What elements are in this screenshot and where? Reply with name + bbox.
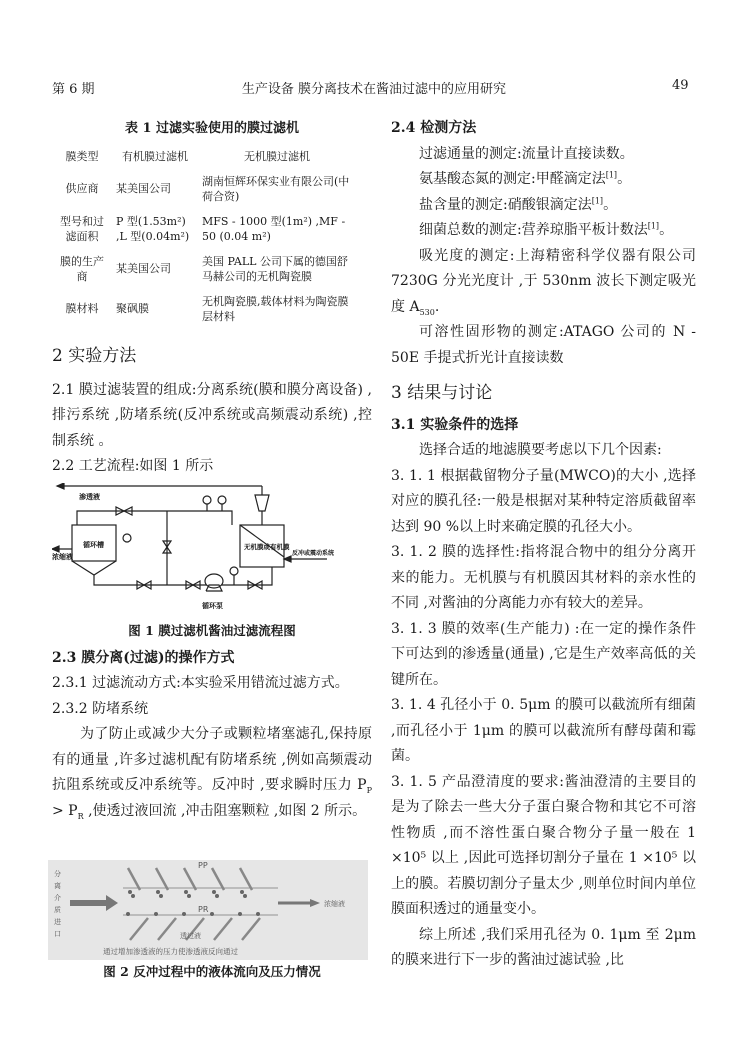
table-cell: 型号和过滤面积 <box>60 214 104 243</box>
heading-2-3-2: 2.3.2 防堵系统 <box>52 700 149 717</box>
inlet-label-char: 口 <box>54 930 61 938</box>
label-tank: 循环槽 <box>83 541 104 549</box>
figure-2-backflush-diagram <box>48 860 368 960</box>
running-title: 生产设备 膜分离技术在酱油过滤中的应用研究 <box>241 82 507 97</box>
table-cell: 膜的生产商 <box>60 254 104 283</box>
table-cell: MFS - 1000 型(1m²) ,MF - 50 (0.04 m²) <box>202 214 346 243</box>
method-absorbance: 吸光度的测定:上海精密科学仪器有限公司 7230G 分光光度计 ,于 530nm 波长下测定吸光度 $A_{530}$. <box>391 247 696 317</box>
inlet-label-char: 离 <box>54 882 61 890</box>
table1-caption: 表 1 过滤实验使用的膜过滤机 <box>124 121 300 136</box>
paragraph-2-2: 2.2 工艺流程:如图 1 所示 <box>52 458 214 474</box>
paragraph-summary: 综上所述 ,我们采用孔径为 0. 1μm 至 2μm 的膜来进行下一步的酱油过滤试验 ,比 <box>391 926 696 968</box>
table-cell: 美国 PALL 公司下属的德国舒马赫公司的无机陶瓷膜 <box>202 254 348 283</box>
method-amino-nitrogen: 氨基酸态氮的测定:甲醛滴定法[1]。 <box>419 170 632 187</box>
table1-block <box>52 116 372 329</box>
text-run: 盐含量的测定:硝酸银滴定法 <box>419 196 592 213</box>
table-row <box>52 249 356 289</box>
method-bacteria: 细菌总数的测定:营养琼脂平板计数法[1]。 <box>419 221 674 238</box>
paragraph-2-1: 2.1 膜过滤装置的组成:分离系统(膜和膜分离设备) ,排污系统 ,防堵系统(反冲系统或高频震动系统) ,控制系统 。 <box>52 381 372 449</box>
paragraph-2-3-1: 2.3.1 过滤流动方式:本实验采用错流过滤方式。 <box>52 675 349 691</box>
table-header-cell: 无机膜过滤机 <box>244 149 310 163</box>
method-soluble-solids: 可溶性固形物的测定:ATAGO 公司的 N - 50E 手提式折光计直接读数 <box>391 324 696 366</box>
subscript: P <box>366 785 372 795</box>
inlet-label-char: 分 <box>54 870 61 878</box>
heading-2-3: 2.3 膜分离(过滤)的操作方式 <box>52 649 235 666</box>
text-run: 细菌总数的测定:营养琼脂平板计数法 <box>419 222 648 238</box>
label-pp: PP <box>198 861 208 870</box>
flowmeter-icon <box>255 495 269 511</box>
citation: [1] <box>647 221 660 231</box>
citation: [1] <box>605 170 618 180</box>
paragraph-3-1-1: 3. 1. 1 根据截留物分子量(MWCO)的大小 ,选择对应的膜孔径:一般是根据对某种特定溶质截留率达到 90 %以上时来确定膜的孔径大小。 <box>391 467 696 535</box>
paragraph-3-1-3: 3. 1. 3 膜的效率(生产能力) :在一定的操作条件下可达到的渗透量(通量) ,它是生产效率高低的关键所在。 <box>391 620 696 688</box>
inlet-label-char: 进 <box>54 918 61 926</box>
pump-icon <box>205 574 223 588</box>
figure-2-caption: 图 2 反冲过程中的液体流向及压力情况 <box>103 964 321 979</box>
table-row <box>52 169 356 209</box>
table-header-row <box>52 144 356 169</box>
text-run: 吸光度的测定:上海精密科学仪器有限公司 7230G 分光光度计 ,于 530nm 波长下测定吸光度 A <box>391 247 696 315</box>
citation: [1] <box>591 195 604 205</box>
label-permeate: 透过液 <box>180 932 201 940</box>
table-row <box>52 209 356 249</box>
inlet-label-char: 质 <box>54 906 61 914</box>
gauge-icon <box>203 496 211 504</box>
label-membrane: 无机膜或有机膜 <box>244 543 290 551</box>
method-flux: 过滤通量的测定:流量计直接读数。 <box>419 145 634 162</box>
table-cell: 湖南恒辉环保实业有限公司(中荷合资) <box>202 174 350 203</box>
label-concentrate: 浓缩液 <box>324 900 345 908</box>
paragraph-3-1-4: 3. 1. 4 孔径小于 0. 5μm 的膜可以截流所有细菌 ,而孔径小于 1μm 的膜可以截流所有酵母菌和霉菌。 <box>391 697 696 764</box>
table-cell: 某美国公司 <box>116 262 171 275</box>
subscript: 530 <box>419 307 435 317</box>
gauge-icon <box>123 534 131 542</box>
paragraph-3-1-2: 3. 1. 2 膜的选择性:指将混合物中的组分分离开来的能力。无机膜与有机膜因其材料的亲水性的不同 ,对酱油的分离能力亦有较大的差异。 <box>391 544 696 611</box>
text-run: ,使透过液回流 ,冲击阻塞颗粒 ,如图 2 所示。 <box>83 802 367 819</box>
paragraph-3-1-5: 3. 1. 5 产品澄清度的要求:酱油澄清的主要目的是为了除去一些大分子蛋白聚合物和其它不可溶性物质 ,而不溶性蛋白聚合物分子量一般在 1 ×10⁵ 以上 ,因此可选择切割分子量在 1 ×10⁵ 以上的膜。若膜切割分子量太少 ,则单位时间内单位膜面积透过的通量变小。 <box>391 773 696 917</box>
section-3-heading: 3 结果与讨论 <box>391 383 493 403</box>
subscript: R <box>77 811 84 821</box>
heading-3-1: 3.1 实验条件的选择 <box>391 416 519 433</box>
page-number: 49 <box>672 78 689 93</box>
heading-2-4: 2.4 检测方法 <box>391 120 477 136</box>
table-header-cell: 有机膜过滤机 <box>122 149 188 163</box>
gauge-icon <box>218 496 226 504</box>
method-salt: 盐含量的测定:硝酸银滴定法[1]。 <box>419 195 618 213</box>
label-backflush: 反冲或震动系统 <box>292 550 335 557</box>
table-cell: 供应商 <box>65 182 99 195</box>
label-note: 通过增加渗透液的压力使渗透液反向通过 <box>103 947 238 956</box>
table-cell: 某美国公司 <box>116 182 171 195</box>
arrow-icon <box>284 556 291 562</box>
gauge-icon <box>230 567 238 575</box>
label-permeate: 渗透液 <box>79 493 100 501</box>
table-cell: 聚砜膜 <box>116 302 149 315</box>
table-cell: 无机陶瓷膜,载体材料为陶瓷膜层材料 <box>202 294 349 323</box>
text-run: > P <box>52 802 78 819</box>
table-row <box>52 289 356 329</box>
text-run: 为了防止或减少大分子或颗粒堵塞滤孔,保持原有的通量 ,许多过滤机配有防堵系统 ,例如高频震动抗阻系统或反冲系统等。反冲时 ,要求瞬时压力 P <box>52 726 372 793</box>
table-cell: P 型(1.53m²) ,L 型(0.04m²) <box>116 214 190 243</box>
arrow-icon <box>57 483 64 489</box>
section-2-heading: 2 实验方法 <box>52 346 137 366</box>
inlet-label-char: 介 <box>54 894 61 902</box>
label-pump: 循环泵 <box>202 602 223 610</box>
label-pr: PR <box>198 905 209 914</box>
journal-issue: 第 6 期 <box>52 82 95 97</box>
table-header-cell: 膜类型 <box>65 149 99 163</box>
section-2-4 <box>391 116 696 974</box>
paragraph-2-3-2 <box>52 722 372 824</box>
arrow-icon <box>52 546 59 552</box>
table1 <box>52 144 356 329</box>
figure-1-flow-diagram <box>52 483 372 613</box>
table-cell: 膜材料 <box>65 302 99 315</box>
section-2 <box>52 344 372 480</box>
figure-1-caption: 图 1 膜过滤机酱油过滤流程图 <box>128 623 296 638</box>
text-run: 氨基酸态氮的测定:甲醛滴定法 <box>419 171 606 187</box>
label-concentrate: 浓缩液 <box>52 553 73 561</box>
paragraph-3-1-intro: 选择合适的地滤膜要考虑以下几个因素: <box>419 442 662 458</box>
section-2-3 <box>52 618 372 824</box>
